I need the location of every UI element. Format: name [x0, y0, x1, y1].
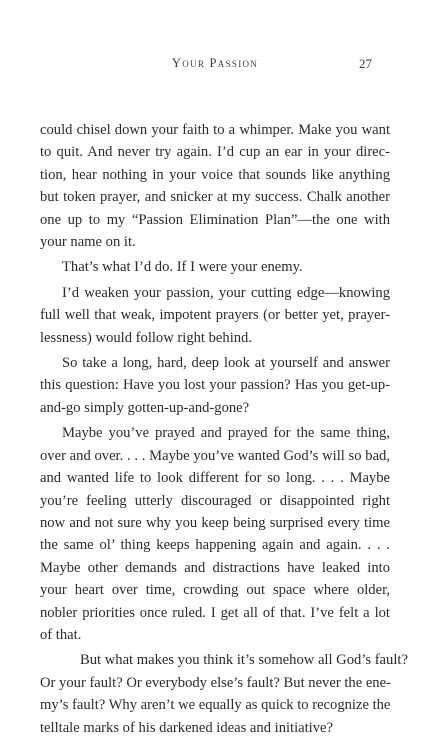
- text-line: your name on it.: [40, 234, 136, 251]
- paragraph: [40, 282, 390, 349]
- paragraph: [40, 422, 390, 646]
- text-line: nobler priorities once ruled. I get all of that. I’ve felt a lot: [40, 604, 390, 621]
- running-title: Your Passion: [171, 56, 259, 70]
- text-line: tion, hear nothing in your voice that sounds like anything: [40, 166, 390, 183]
- page-number: 27: [359, 56, 372, 71]
- text-line: lessness) would follow right behind.: [40, 329, 252, 346]
- text-line: to quit. And never try again. I’d cup an ear in your direc-: [40, 144, 390, 161]
- paragraph: [40, 119, 390, 253]
- text-line: could chisel down your faith to a whimper. Make you want: [40, 122, 390, 138]
- text-line: one up to my “Passion Elimination Plan”—the one with: [40, 211, 390, 228]
- running-head: [0, 56, 430, 74]
- text-line: but token prayer, and snicker at my success. Chalk another: [40, 189, 390, 206]
- text-line: now and not sure why you keep being surprised every time: [40, 514, 390, 531]
- text-line: and wanted life to look different for so long. . . . Maybe: [40, 470, 390, 487]
- text-line: over and over. . . . Maybe you’ve wanted God’s will so bad,: [40, 447, 390, 464]
- text-line: Maybe you’ve prayed and prayed for the same thing,: [62, 425, 390, 442]
- paragraph: [40, 352, 390, 419]
- paragraph: [40, 256, 390, 278]
- text-line: my’s fault? Why aren’t we equally as quick to recognize the: [40, 697, 391, 714]
- text-line: That’s what I’d do. If I were your enemy.: [62, 259, 303, 276]
- text-line: your heart over time, crowding out space where older,: [40, 582, 390, 599]
- text-line: the same ol’ thing keeps happening again and again. . . .: [40, 537, 390, 554]
- text-line: of that.: [40, 626, 82, 643]
- body-text: [40, 119, 408, 739]
- text-line: But what makes you think it’s somehow all God’s fault?: [80, 652, 408, 669]
- text-line: telltale marks of his darkened ideas and initiative?: [40, 719, 333, 736]
- text-line: So take a long, hard, deep look at yourself and answer: [62, 355, 390, 372]
- text-line: Maybe other demands and distractions have leaked into: [40, 559, 390, 576]
- text-line: you’re feeling utterly discouraged or disappointed right: [40, 492, 390, 509]
- text-line: I’d weaken your passion, your cutting edge—knowing: [62, 284, 390, 301]
- text-line: full well that weak, impotent prayers (or better yet, prayer-: [40, 307, 390, 324]
- text-line: this question: Have you lost your passion? Has you get-up-: [40, 377, 390, 394]
- text-line: and-go simply gotten-up-and-gone?: [40, 399, 250, 416]
- text-line: Or your fault? Or everybody else’s fault? But never the ene-: [40, 674, 391, 691]
